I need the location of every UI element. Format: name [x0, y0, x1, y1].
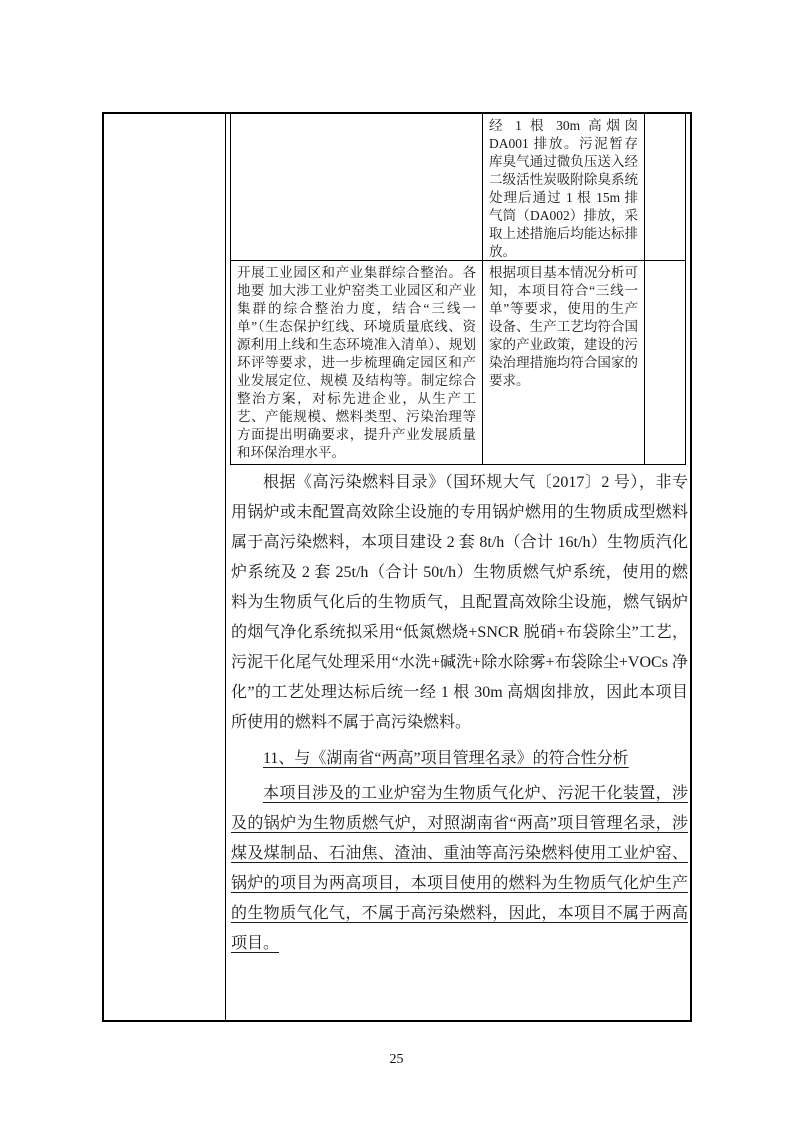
header-column-divider	[225, 114, 226, 1020]
paragraph-fuel-catalog: 根据《高污染燃料目录》（国环规大气〔2017〕2 号），非专用锅炉或未配置高效除尘设施的专用锅炉燃用的生物质成型燃料属于高污染燃料，本项目建设 2 套 8t/h（合计 16t/h）生物质汽化炉系统及 2 套 25t/h（合计 50t/h）生物质燃气炉系统，使用的燃料为生物质气化后的生物质气，且配置高效除尘设施，燃气锅炉的烟气净化系统拟采用“低氮燃烧+SNCR 脱硝+布袋除尘”工艺，污泥干化尾气处理采用“水洗+碱洗+除水除雾+布袋除尘+VOCs 净化”的工艺处理达标后统一经 1 根 30m 高烟囱排放，因此本项目所使用的燃料不属于高污染燃料。	[231, 474, 688, 731]
table-cell-requirement-row1	[231, 114, 483, 261]
table-cell-note-row2	[645, 261, 685, 464]
body-text-block	[231, 466, 688, 959]
page-number: 25	[389, 1052, 404, 1067]
table-cell-analysis-row2: 根据项目基本情况分析可知，本项目符合“三线一单”等要求，使用的生产设备、生产工艺均符合国家的产业政策，建设的污染治理措施均符合国家的要求。	[483, 261, 645, 464]
compliance-table	[230, 114, 686, 465]
section-heading-11: 11、与《湖南省“两高”项目管理名录》的符合性分析	[263, 750, 629, 767]
paragraph-two-high: 本项目涉及的工业炉窑为生物质气化炉、污泥干化装置，涉及的锅炉为生物质燃气炉，对照湖南省“两高”项目管理名录，涉煤及煤制品、石油焦、渣油、重油等高污染燃料使用工业炉窑、锅炉的项目为两高项目，本项目使用的燃料为生物质气化炉生产的生物质气化气，不属于高污染燃料，因此，本项目不属于两高项目。	[231, 785, 688, 952]
outer-table	[102, 112, 692, 1022]
table-cell-analysis-row1: 经 1 根 30m 高烟囱 DA001 排放。污泥暂存库臭气通过微负压送入经二级活性炭吸附除臭系统处理后通过 1 根 15m 排气筒（DA002）排放，采取上述措施后均能达标排放。	[483, 114, 645, 261]
table-cell-requirement-row2: 开展工业园区和产业集群综合整治。各地要 加大涉工业炉窑类工业园区和产业集群的综合整治力度，结合“三线一单”（生态保护红线、环境质量底线、资源利用上线和生态环境准入清单）、规划环评等要求，进一步梳理确定园区和产业发展定位、规模 及结构等。制定综合整治方案，对标先进企业，从生产工艺、产能规模、燃料类型、污染治理等方面提出明确要求，提升产业发展质量和环保治理水平。	[231, 261, 483, 464]
table-cell-note-row1	[645, 114, 685, 261]
